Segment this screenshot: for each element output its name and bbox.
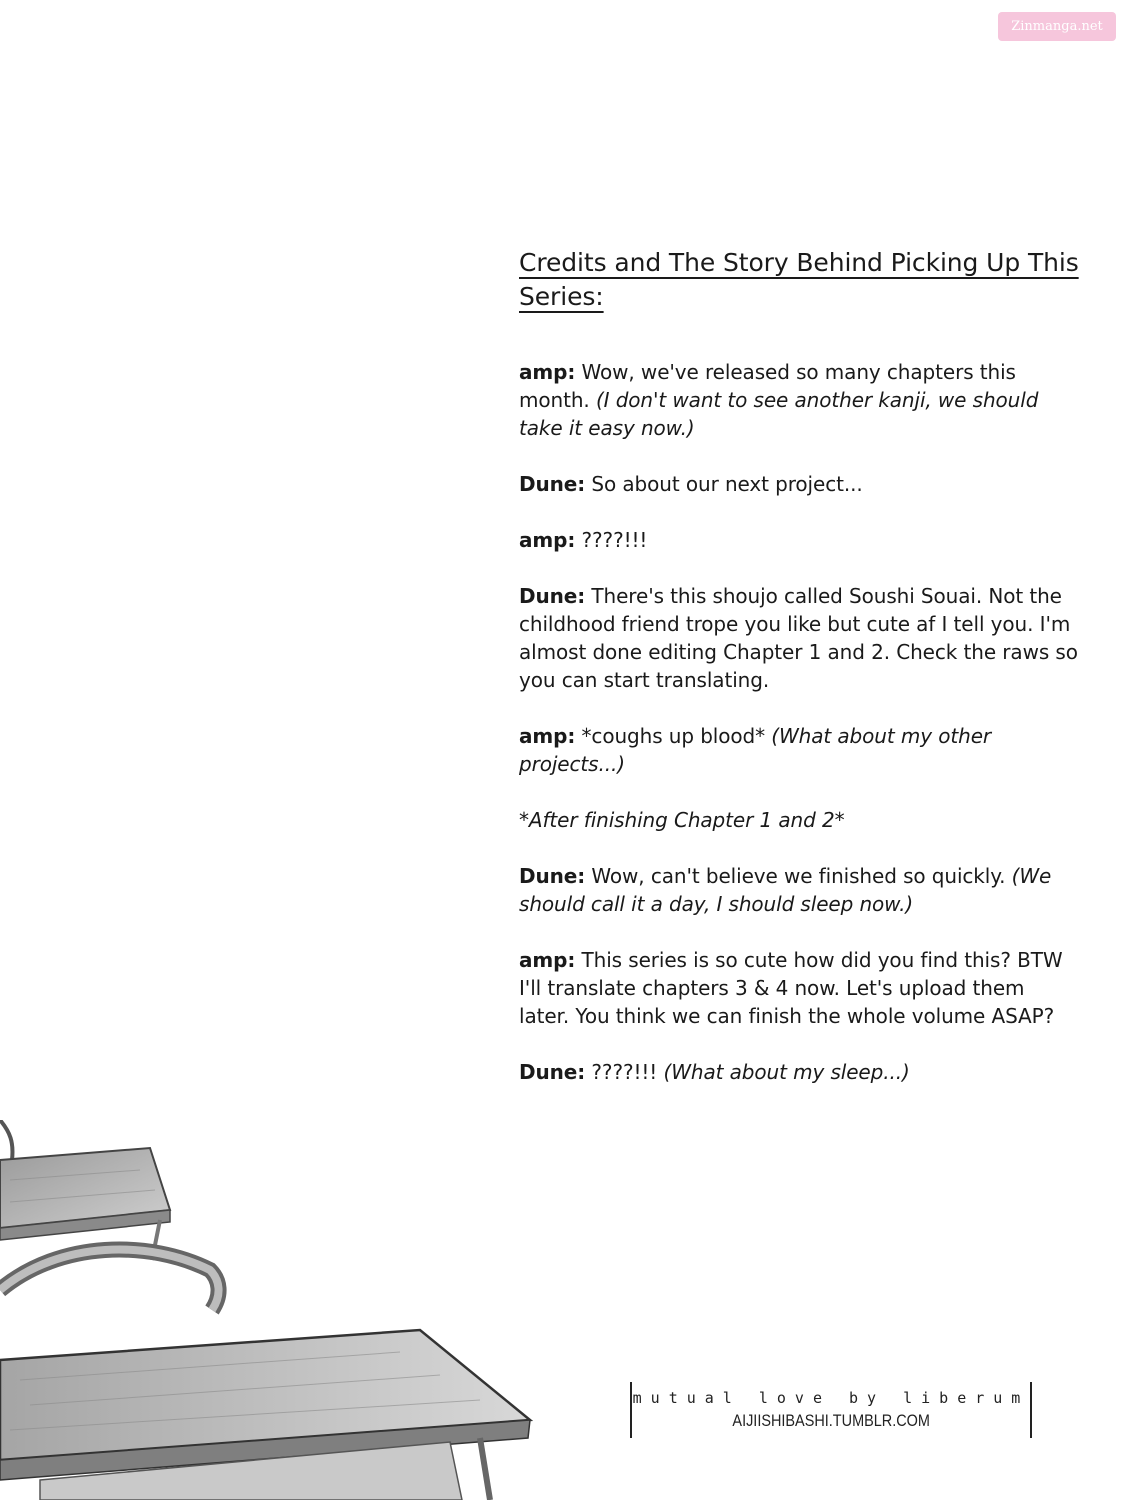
speaker-name: amp: (519, 724, 576, 748)
dialogue-aside: (We should call it a day, I should sleep now.) (519, 864, 1052, 916)
dialogue-line (519, 358, 1079, 442)
speaker-name: amp: (519, 948, 576, 972)
dialogue-text: ????!!! (585, 1060, 664, 1084)
dialogue-text: Wow, can't believe we finished so quickly. (585, 864, 1012, 888)
dialogue-line (519, 526, 1079, 554)
dialogue-text: ????!!! (575, 528, 648, 552)
speaker-name: amp: (519, 360, 576, 384)
speaker-name: Dune: (519, 864, 586, 888)
credits-text-block (519, 246, 1079, 1114)
dialogue-line (519, 582, 1079, 694)
speaker-name: Dune: (519, 472, 586, 496)
dialogue-text: There's this shoujo called Soushi Souai. Not the childhood friend trope you like but cute af I tell you. I'm almost done editing Chapter 1 and 2. Check the raws so you can start translating. (519, 584, 1078, 692)
dialogue-text: This series is so cute how did you find this? BTW I'll translate chapters 3 & 4 now. Let's upload them later. You think we can finish the whole volume ASAP? (519, 948, 1063, 1028)
watermark: Zinmanga.net (998, 12, 1116, 41)
dialogue-line (519, 862, 1079, 918)
speaker-name: amp: (519, 528, 576, 552)
dialogue-line (519, 470, 1079, 498)
speaker-name: Dune: (519, 1060, 586, 1084)
chair-frame (0, 1120, 13, 1160)
dialogue-aside: (I don't want to see another kanji, we should take it easy now.) (519, 388, 1039, 440)
page-title: Credits and The Story Behind Picking Up This Series: (519, 248, 1079, 311)
scanlation-credit (630, 1382, 1032, 1438)
dialogue-text: So about our next project... (585, 472, 863, 496)
desk-leg (480, 1438, 490, 1500)
speaker-name: Dune: (519, 584, 586, 608)
chair-frame (0, 1250, 219, 1310)
dialogue-line (519, 946, 1079, 1030)
dialogue-text: *coughs up blood* (575, 724, 772, 748)
dialogue-text: Wow, we've released so many chapters this month. (519, 360, 1016, 412)
scene-note: *After finishing Chapter 1 and 2* (519, 808, 845, 832)
group-credit-text: mutual love by liberum (632, 1389, 1030, 1407)
dialogue-line (519, 1058, 1079, 1086)
dialogue-aside: (What about my other projects...) (519, 724, 992, 776)
classroom-desks-illustration (0, 1120, 560, 1500)
dialogue-line (519, 722, 1079, 778)
dialogue-aside: (What about my sleep...) (663, 1060, 910, 1084)
website-text: AIJIISHIBASHI.TUMBLR.COM (732, 1411, 930, 1430)
